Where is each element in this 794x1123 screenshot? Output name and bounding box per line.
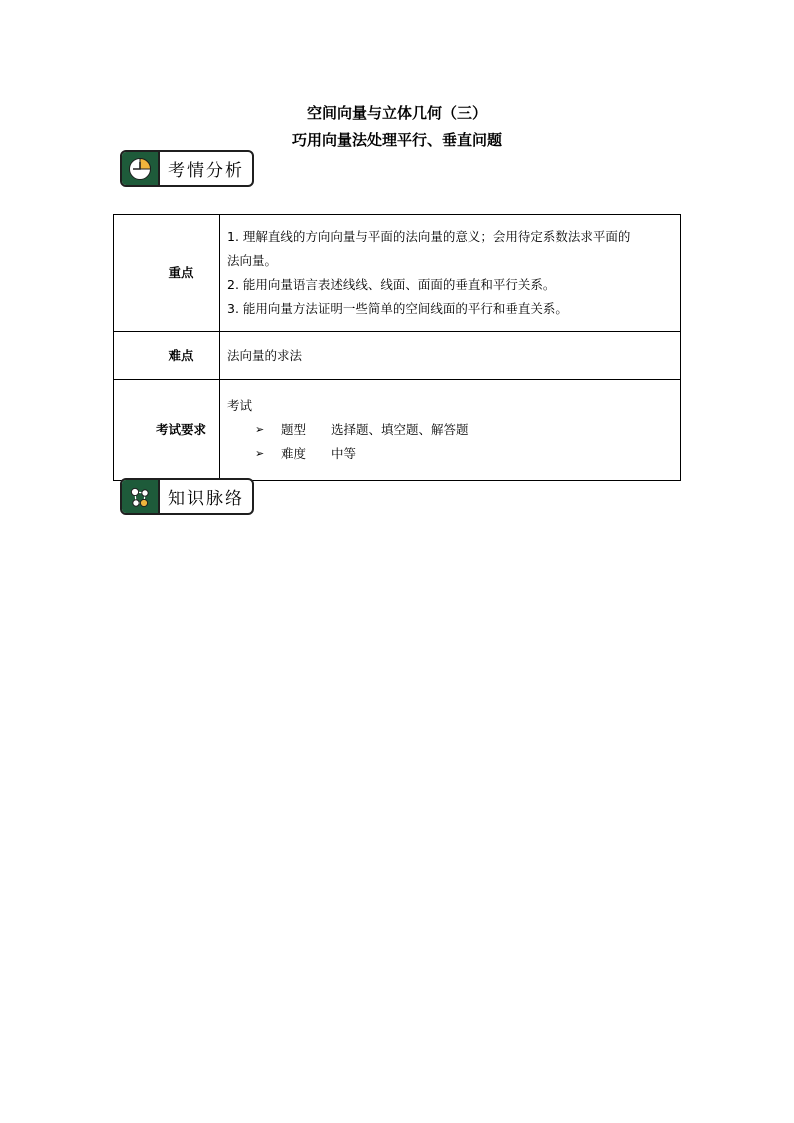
network-nodes-icon	[127, 484, 153, 510]
row-header-focus: 重点	[114, 215, 220, 332]
exam-analysis-table	[113, 214, 681, 481]
section-label: 知识脉络	[168, 489, 244, 509]
bullet-item-type	[227, 418, 674, 442]
arrow-bullet-icon: ➢	[255, 447, 265, 460]
row-header-requirements: 考试要求	[114, 380, 220, 481]
row-content-difficulty	[220, 332, 681, 380]
content-line: 1. 理解直线的方向向量与平面的法向量的意义；会用待定系数法求平面的	[227, 229, 631, 244]
section-badge-analysis	[120, 150, 254, 187]
content-line: 2. 能用向量语言表述线线、线面、面面的垂直和平行关系。	[227, 277, 556, 292]
table-row	[114, 215, 681, 332]
section-badge-knowledge	[120, 478, 254, 515]
bullet-key: 题型	[281, 422, 307, 437]
badge-icon-box	[122, 480, 160, 513]
table-row	[114, 380, 681, 481]
table-row	[114, 332, 681, 380]
content-line: 考试	[227, 398, 253, 413]
badge-icon-box	[122, 152, 160, 185]
content-line: 3. 能用向量方法证明一些简单的空间线面的平行和垂直关系。	[227, 301, 568, 316]
row-content-focus	[220, 215, 681, 332]
content-line: 法向量。	[227, 253, 278, 268]
bullet-value: 中等	[331, 446, 357, 461]
document-subtitle: 巧用向量法处理平行、垂直问题	[291, 131, 502, 149]
row-header-difficulty: 难点	[114, 332, 220, 380]
bullet-item-level	[227, 442, 674, 466]
section-label: 考情分析	[168, 161, 244, 181]
row-content-requirements	[220, 380, 681, 481]
bullet-key: 难度	[281, 446, 307, 461]
content-line: 法向量的求法	[227, 347, 303, 363]
pie-chart-icon	[127, 156, 153, 182]
bullet-value: 选择题、填空题、解答题	[331, 422, 469, 437]
document-title: 空间向量与立体几何（三）	[306, 104, 487, 122]
arrow-bullet-icon: ➢	[255, 423, 265, 436]
